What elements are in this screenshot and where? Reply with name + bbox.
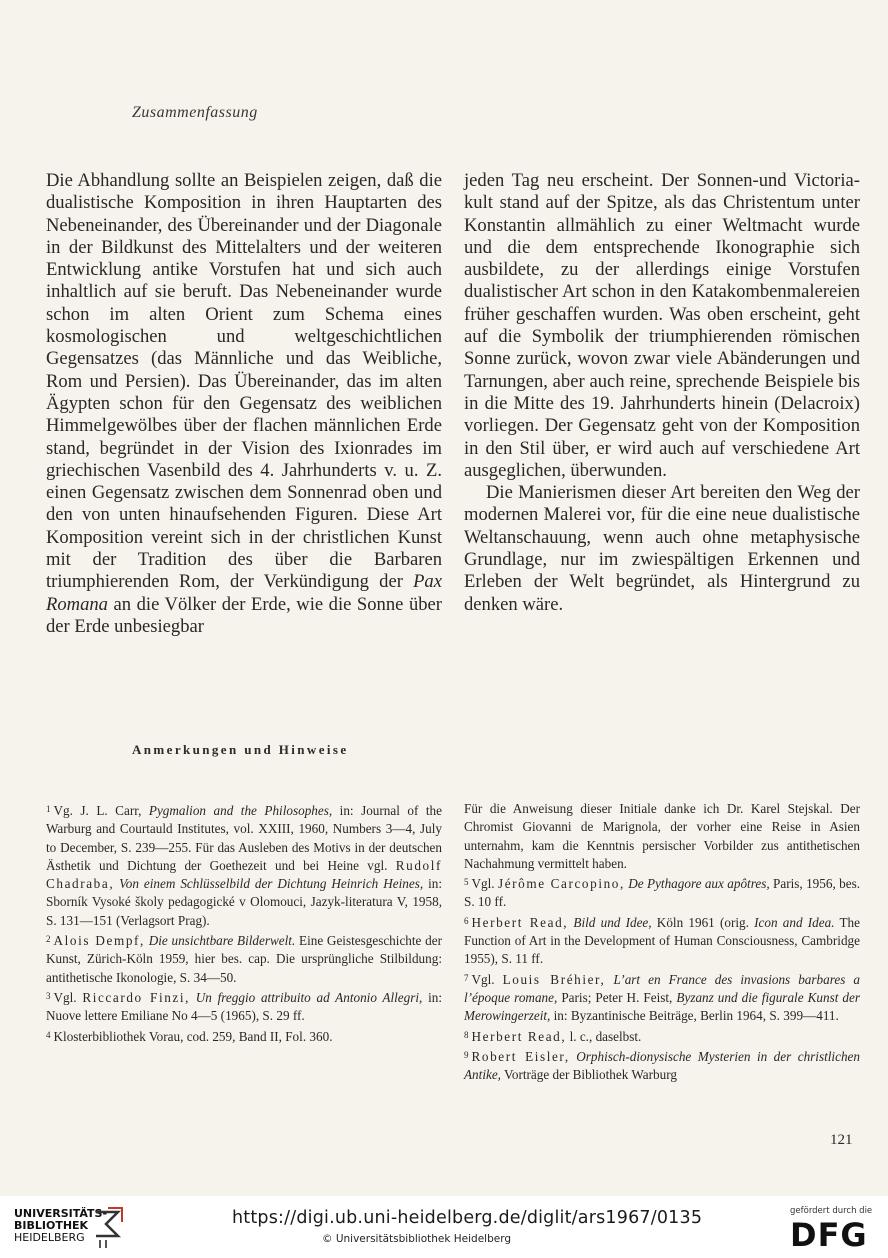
footnote-text: Vgl. xyxy=(471,876,498,892)
footnote-title: Un freggio attribuito ad Antonio Allegri, xyxy=(190,989,423,1005)
notes-right-column xyxy=(464,800,860,1084)
footnote-4-continued: Für die Anweisung dieser Initiale danke ich Dr. Karel Stejskal. Der Chromist Giovanni de Marignola, der vorher eine Reise in Asien unternahm, kam die Kenntnis persischer Vorbilder zus antithetischen Nachahmung vermittelt haben. xyxy=(464,801,860,871)
footnote-text: Vg. J. L. Carr, xyxy=(53,803,149,818)
library-logo-line: BIBLIOTHEK xyxy=(14,1219,89,1232)
footnote-title: Von einem Schlüsselbild der Dichtung Heinrich Heines, xyxy=(114,876,424,892)
footnote-title: De Pythagore aux apôtres, xyxy=(624,876,770,892)
page-number: 121 xyxy=(830,1132,853,1148)
footnote-1 xyxy=(46,800,442,930)
footnote-8 xyxy=(464,1026,860,1046)
notes-left-column xyxy=(46,800,442,1046)
footnote-text: Paris; Peter H. Feist, xyxy=(557,989,677,1005)
footnote-number: 7 xyxy=(464,972,469,983)
paragraph-text: Die Abhandlung sollte an Beispielen zeigen, daß die dualistische Komposition in ihren Hauptarten des Nebeneinander, des Übereinander und der Diagonale in der Bildkunst des Mittelalters und der weiteren Entwicklung antike Vorstufen hat und sich auch inhaltlich auf sie beruft. Das Nebeneinander wurde schon im alten Orient zum Schema eines kosmologischen und weltgeschichtlichen Gegensatzes (das Männliche und das Weibliche, Rom und Persien). Das Übereinander, das im alten Ägypten schon für den Gegensatz des weiblichen Himmelgewölbes über der flachen männlichen Erde stand, begründet in der Vision des Ixionrades im griechischen Vasenbild des 4. Jahrhunderts v. u. Z. einen Gegensatz zwischen dem Sonnenrad oben und den von unten hinaufsehenden Figuren. Diese Art Komposition vereint sich in der christlichen Kunst mit der Tradition des über die Barbaren triumphierenden Rom, der Verkündigung der xyxy=(46,170,442,593)
footnote-author: Alois Dempf, xyxy=(53,933,145,949)
footnote-number: 8 xyxy=(464,1029,469,1040)
footnote-text: Köln 1961 (orig. xyxy=(651,914,755,930)
footnote-title: Die unsichtbare Bilderwelt. xyxy=(144,933,296,949)
paragraph: jeden Tag neu erscheint. Der Sonnen-und Victoriakult stand auf der Spitze, als das Christentum unter Konstantin allmählich zu einer Weltmacht wurde und die dem entsprechende Ikonographie sich ausbildete, zu der allerdings einige Vorstufen dualistischer Art schon in den Katakombenmalereien früher geschaffen wurden. Was oben erscheint, geht auf die Symbolik der triumphierenden römischen Sonne zurück, wovon zwar viele Abänderungen und Tarnungen, aber auch reine, sprechende Beispiele bis in die Mitte des 19. Jahrhunderts hinein (Delacroix) vorliegen. Der Gegensatz geht von der Komposition in den Stil über, er wird auch auf verschiedene Art ausgeglichen, überwunden. xyxy=(464,170,860,481)
footnote-author: Herbert Read, xyxy=(471,1028,567,1044)
footnote-title: Orphisch-dionysische Mysterien in der christlichen Antike, xyxy=(464,1048,860,1083)
main-text-right-column xyxy=(464,170,860,616)
paragraph-italic-text: Pax Romana xyxy=(46,571,442,615)
footnote-number: 2 xyxy=(46,934,51,945)
footnote-text: Vorträge der Bibliothek Warburg xyxy=(500,1067,677,1083)
footnote-number: 4 xyxy=(46,1029,51,1040)
footnote-title: Byzanz und die figurale Kunst der Merowingerzeit, xyxy=(464,989,860,1024)
paragraph xyxy=(46,170,442,638)
library-emblem-icon xyxy=(92,1206,124,1250)
permalink-url[interactable]: https://digi.ub.uni-heidelberg.de/diglit/ars1967/0135 xyxy=(232,1208,703,1228)
paragraph-text: an die Völker der Erde, wie die Sonne über der Erde unbesiegbar xyxy=(46,593,442,637)
footnote-title: L’art en France des invasions barbares a l’époque romane, xyxy=(464,971,860,1005)
footnote-author: Jérôme Carcopino, xyxy=(497,876,625,892)
paragraph: Die Manierismen dieser Art bereiten den Weg der modernen Malerei vor, für die eine neue dualistische Weltanschauung, wenn auch ohne metaphysische Grundlage, nur im zwiespältigen Erkennen und Erleben der Welt begründet, als Hintergrund zu denken wäre. xyxy=(464,482,860,615)
footnote-title: Bild und Idee, xyxy=(568,914,652,930)
footnote-text: Vgl. xyxy=(53,989,83,1005)
footnote-number: 9 xyxy=(464,1049,469,1060)
footnote-text: in: Journal of the Warburg and Courtauld Institutes, vol. XXIII, 1960, Numbers 3—4, July to December, S. 239—255. Für das Ausleben des Motivs in der deutschen Ästhetik und Dichtung der Goethezeit und bei Heine vgl. xyxy=(46,803,442,873)
footnote-author: Rudolf Chadraba, xyxy=(46,857,442,892)
footnote-author: Riccardo Finzi, xyxy=(82,989,191,1005)
footnote-number: 6 xyxy=(464,915,469,926)
copyright-notice: © Universitätsbibliothek Heidelberg xyxy=(322,1233,512,1245)
funding-note: gefördert durch die xyxy=(790,1206,873,1216)
footnote-text: Vgl. xyxy=(471,971,503,987)
footnote-text: l. c., daselbst. xyxy=(566,1028,642,1044)
footnote-7 xyxy=(464,969,860,1026)
footnote-3 xyxy=(46,987,442,1026)
viewer-footer xyxy=(0,1196,888,1258)
footnote-number: 5 xyxy=(464,877,469,888)
footnote-author: Louis Bréhier, xyxy=(502,971,606,987)
footnote-text: The Function of Art in the Development of Human Consciousness, Cambridge 1955), S. 11 ff. xyxy=(464,914,860,967)
footnote-text: in: Byzantinische Beiträge, Berlin 1964, S. 399—411. xyxy=(550,1008,839,1024)
footnote-4 xyxy=(46,1026,442,1046)
footnote-author: Herbert Read, xyxy=(471,914,569,930)
notes-heading: Anmerkungen und Hinweise xyxy=(132,742,349,757)
footnote-author: Robert Eisler, xyxy=(471,1048,570,1064)
footnote-number: 1 xyxy=(46,804,51,814)
footnote-9 xyxy=(464,1046,860,1085)
footnote-text: Eine Geistesgeschichte der Kunst, Zürich-Köln 1959, hier bes. cap. Die ursprüngliche Stilbildung: antithetische Ikonologie, S. 34—50. xyxy=(46,933,442,985)
dfg-logo[interactable]: DFG xyxy=(790,1216,868,1254)
section-heading: Zusammenfassung xyxy=(132,104,258,121)
library-logo-line: UNIVERSITÄTS- xyxy=(14,1207,108,1220)
library-logo-line: HEIDELBERG xyxy=(14,1231,85,1244)
footnote-title: Icon and Idea. xyxy=(754,914,835,930)
footnote-text: in: Sborník Vysoké školy pedagogické v Olomouci, Jazyk-literatura V, 1958, S. 131—151 (Verlagsort Prag). xyxy=(46,876,443,928)
footnote-text: Klosterbibliothek Vorau, cod. 259, Band II, Fol. 360. xyxy=(53,1028,333,1044)
footnote-text: in: Nuove lettere Emiliane No 4—5 (1965), S. 29 ff. xyxy=(46,989,442,1024)
footnote-text: Paris, 1956, bes. S. 10 ff. xyxy=(464,876,861,910)
footnote-5 xyxy=(464,873,860,912)
footnote-number: 3 xyxy=(46,990,51,1001)
footnote-6 xyxy=(464,912,860,969)
footnote-title: Pygmalion and the Philosophes, xyxy=(148,803,333,818)
main-text-left-column xyxy=(46,170,442,638)
footnote-2 xyxy=(46,930,442,987)
